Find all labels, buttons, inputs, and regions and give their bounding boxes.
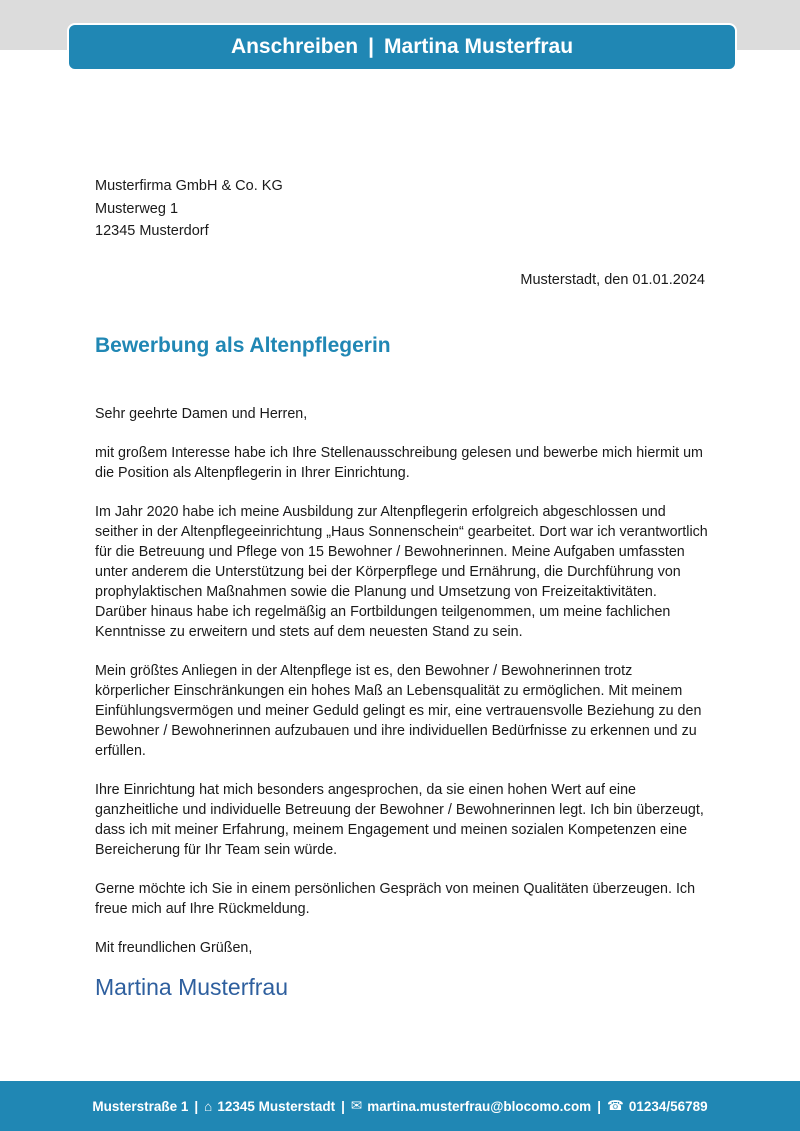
footer-phone: 01234/56789 <box>628 1098 708 1114</box>
paragraph: mit großem Interesse habe ich Ihre Stellenausschreibung gelesen und bewerbe mich hiermit um die Position als Altenpflegerin in Ihrer Einrichtung. <box>95 445 703 481</box>
footer-separator: | <box>194 1098 199 1114</box>
signature: Martina Musterfrau <box>95 974 289 1000</box>
letter-body <box>95 404 710 1000</box>
footer-street: Musterstraße 1 <box>92 1098 189 1114</box>
recipient-company: Musterfirma GmbH & Co. KG <box>95 178 283 194</box>
closing: Mit freundlichen Grüßen, <box>95 940 253 956</box>
header-separator: | <box>368 35 375 58</box>
paragraph: Im Jahr 2020 habe ich meine Ausbildung zur Altenpflegerin erfolgreich abgeschlossen und seither in der Altenpflegeeinrichtung „Haus Sonnenschein“ gearbeitet. Dort war ich verantwortlich für die Betreuung und Pflege von 15 Bewohner / Bewohnerinnen. Meine Aufgaben umfassten unter anderem die Unterstützung bei der Körperpflege und Ernährung, die Durchführung von prophylaktischen Maßnahmen sowie die Planung und Umsetzung von Freizeitaktivitäten. Darüber hinaus habe ich regelmäßig an Fortbildungen teilgenommen, um meine fachlichen Kenntnisse zu erweitern und stets auf dem neuesten Stand zu sein. <box>95 504 708 640</box>
footer-bar <box>0 1081 800 1131</box>
date-line: Musterstadt, den 01.01.2024 <box>520 272 705 288</box>
footer-city: 12345 Musterstadt <box>217 1098 336 1114</box>
header-label: Anschreiben <box>230 35 359 58</box>
salutation: Sehr geehrte Damen und Herren, <box>95 406 308 422</box>
recipient-address <box>95 175 283 243</box>
phone-icon: ☎ <box>606 1098 624 1113</box>
recipient-city: 12345 Musterdorf <box>95 223 209 239</box>
paragraph: Gerne möchte ich Sie in einem persönlichen Gespräch von meinen Qualitäten überzeugen. Ich freue mich auf Ihre Rückmeldung. <box>95 881 696 917</box>
footer-separator: | <box>597 1098 601 1114</box>
header-name: Martina Musterfrau <box>384 35 574 58</box>
paragraph: Mein größtes Anliegen in der Altenpflege ist es, den Bewohner / Bewohnerinnen trotz körperlicher Einschränkungen ein hohes Maß an Lebensqualität zu ermöglichen. Mit meinem Einfühlungsvermögen und meiner Geduld gelingt es mir, eine vertrauensvolle Beziehung zu den Bewohner / Bewohnerinnen aufzubauen und ihre individuellen Bedürfnisse zu erkennen und zu erfüllen. <box>95 663 702 759</box>
home-icon: ⌂ <box>204 1098 213 1114</box>
envelope-icon: ✉ <box>350 1098 363 1113</box>
header-bar <box>67 23 737 71</box>
subject-heading: Bewerbung als Altenpflegerin <box>95 334 391 357</box>
recipient-street: Musterweg 1 <box>95 200 179 217</box>
paragraph: Ihre Einrichtung hat mich besonders angesprochen, da sie einen hohen Wert auf eine ganzheitliche und individuelle Betreuung der Bewohner / Bewohnerinnen legt. Ich bin überzeugt, dass ich mit meiner Erfahrung, meinem Engagement und meinen sozialen Kompetenzen eine Bereicherung für Ihr Team sein würde. <box>95 782 704 858</box>
footer-email: martina.musterfrau@blocomo.com <box>367 1098 592 1114</box>
footer-separator: | <box>341 1098 345 1114</box>
